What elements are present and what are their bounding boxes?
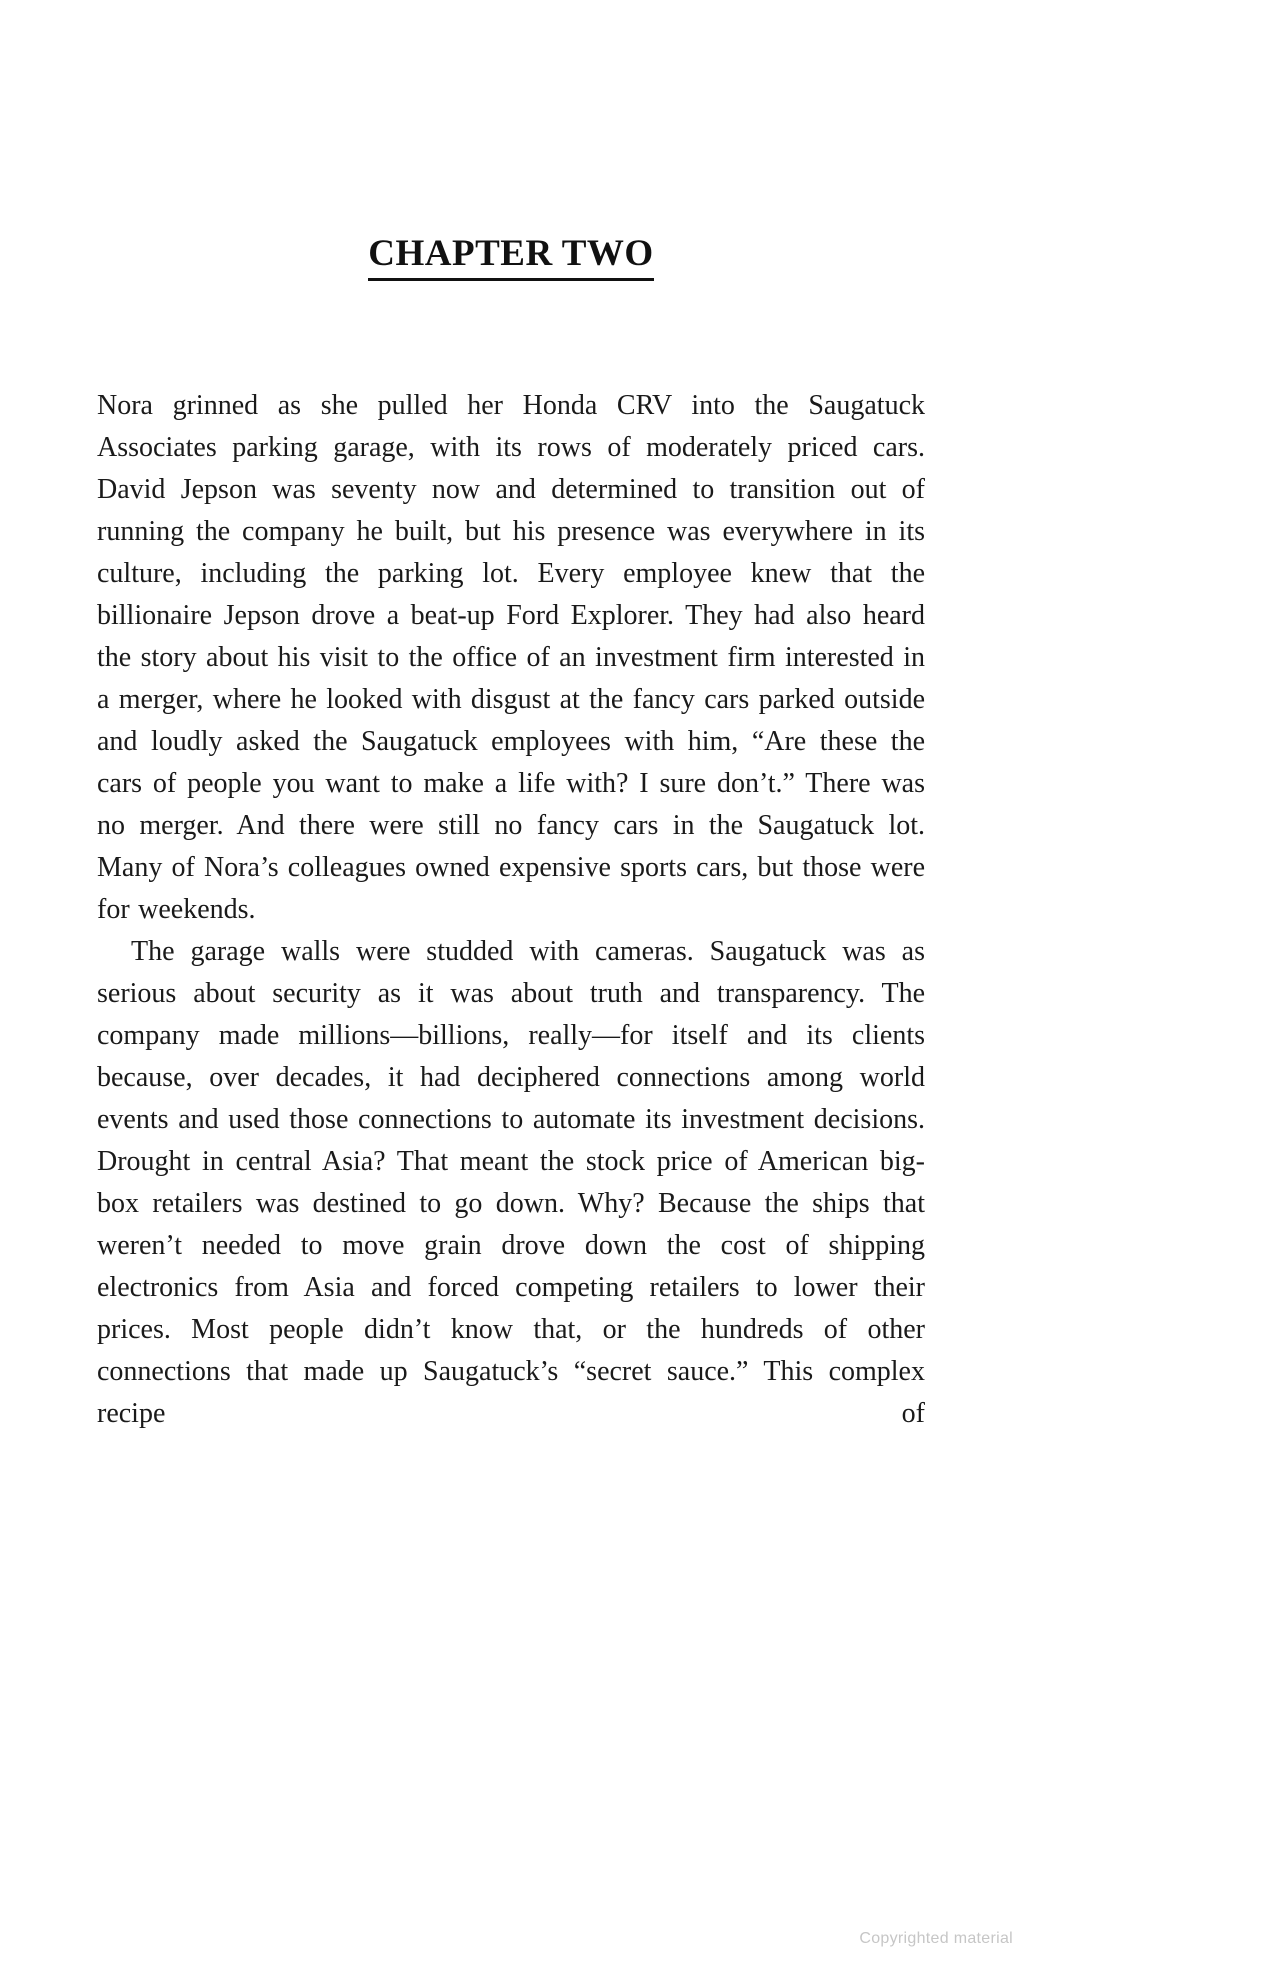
paragraph: The garage walls were studded with cameras. Saugatuck was as serious about security as it was about truth and transparency. The company made millions—billions, really—for itself and its clients because, over decades, it had deciphered connections among world events and used those connections to automate its investment decisions. Drought in central Asia? That meant the stock price of American big-box retailers was destined to go down. Why? Because the ships that weren’t needed to move grain drove down the cost of shipping electronics from Asia and forced competing retailers to lower their prices. Most people didn’t know that, or the hundreds of other connections that made up Saugatuck’s “secret sauce.” This complex recipe of	[97, 936, 925, 1429]
chapter-title	[97, 232, 925, 281]
paragraph: Nora grinned as she pulled her Honda CRV into the Saugatuck Associates parking garage, with its rows of moderately priced cars. David Jepson was seventy now and determined to transition out of running the company he built, but his presence was everywhere in its culture, including the parking lot. Every employee knew that the billionaire Jepson drove a beat-up Ford Explorer. They had also heard the story about his visit to the office of an investment firm interested in a merger, where he looked with disgust at the fancy cars parked outside and loudly asked the Saugatuck employees with him, “Are these the cars of people you want to make a life with? I sure don’t.” There was no merger. And there were still no fancy cars in the Saugatuck lot. Many of Nora’s colleagues owned expensive sports cars, but those were for weekends.	[97, 390, 925, 925]
chapter-title-text: CHAPTER TWO	[368, 232, 653, 281]
body-text	[97, 385, 925, 1435]
copyright-watermark: Copyrighted material	[859, 1930, 1013, 1947]
